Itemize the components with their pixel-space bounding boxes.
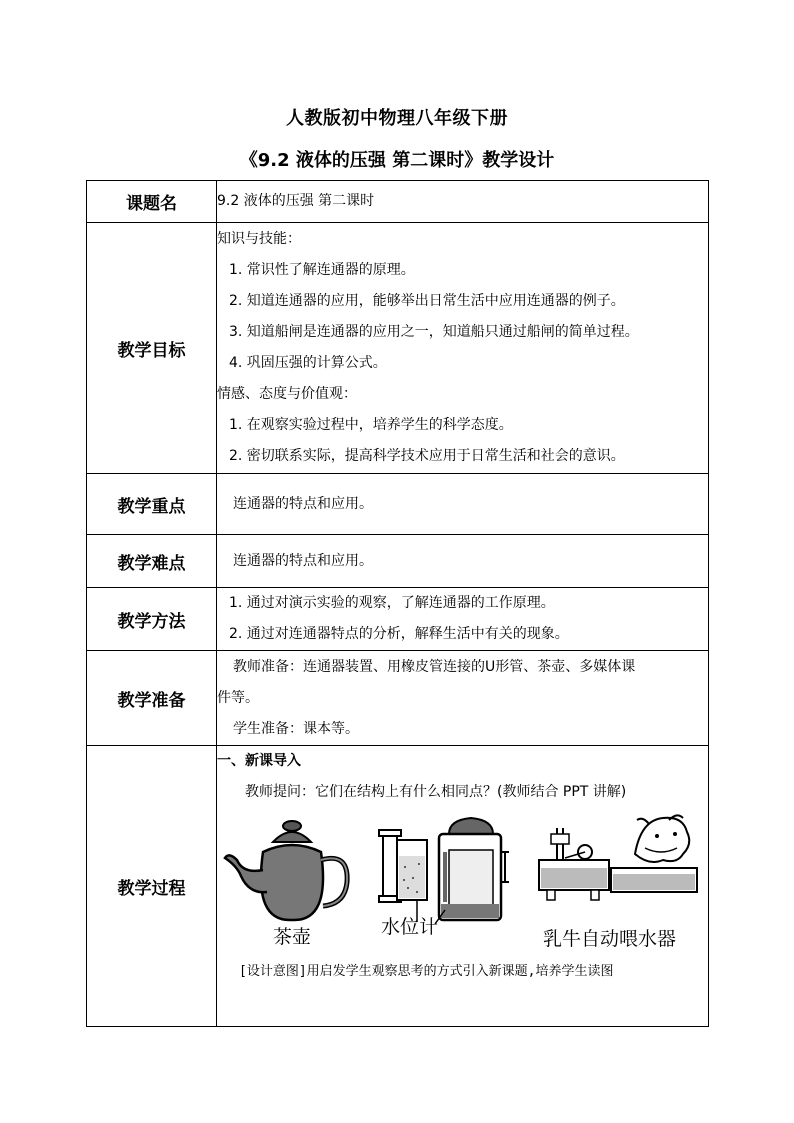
list-item: 2. 密切联系实际，提高科学技术应用于日常生活和社会的意识。 (229, 448, 625, 464)
preparation-content (217, 651, 709, 746)
caption-water-gauge: 水位计 (381, 916, 439, 938)
document-subtitle: 《9.2 液体的压强 第二课时》教学设计 (239, 150, 555, 171)
label-topic: 课题名 (87, 181, 217, 223)
knowledge-heading: 知识与技能： (217, 231, 301, 247)
attitude-heading: 情感、态度与价值观： (217, 386, 357, 402)
row-key-points (87, 474, 709, 535)
value-difficulties: 连通器的特点和应用。 (217, 535, 709, 588)
row-process (87, 746, 709, 1027)
row-methods (87, 588, 709, 651)
list-item: 1. 常识性了解连通器的原理。 (229, 262, 415, 278)
teacher-question: 教师提问：它们在结构上有什么相同点？(教师结合 PPT 讲解) (245, 784, 627, 800)
label-objectives: 教学目标 (87, 223, 217, 474)
value-key-points: 连通器的特点和应用。 (217, 474, 709, 535)
caption-cattle-waterer: 乳牛自动喂水器 (543, 928, 677, 950)
water-gauge-icon (377, 812, 512, 927)
connector-figures (217, 812, 708, 957)
teacher-prep: 教师准备：连通器装置、用橡皮管连接的U形管、茶壶、多媒体课 (233, 658, 636, 675)
row-preparation (87, 651, 709, 746)
row-topic (87, 181, 709, 223)
label-key-points: 教学重点 (87, 474, 217, 535)
list-item: 2. 知道连通器的应用，能够举出日常生活中应用连通器的例子。 (229, 293, 625, 309)
label-preparation: 教学准备 (87, 651, 217, 746)
label-process: 教学过程 (87, 746, 217, 1027)
student-prep: 学生准备：课本等。 (233, 720, 359, 737)
design-intent-note: [设计意图]用启发学生观察思考的方式引入新课题,培养学生读图 (239, 964, 614, 979)
process-content (217, 746, 709, 1027)
label-difficulties: 教学难点 (87, 535, 217, 588)
list-item: 2. 通过对连通器特点的分析，解释生活中有关的现象。 (229, 626, 569, 642)
objectives-content (217, 223, 709, 474)
list-item: 3. 知道船闸是连通器的应用之一，知道船只通过船闸的简单过程。 (229, 324, 639, 340)
label-methods: 教学方法 (87, 588, 217, 651)
methods-content (217, 588, 709, 651)
document-title: 人教版初中物理八年级下册 (286, 108, 508, 129)
caption-teapot: 茶壶 (273, 926, 312, 948)
list-item: 1. 通过对演示实验的观察，了解连通器的工作原理。 (229, 595, 555, 611)
section-title: 一、新课导入 (217, 753, 301, 769)
row-difficulties (87, 535, 709, 588)
lesson-plan-table (86, 180, 709, 1027)
value-topic: 9.2 液体的压强 第二课时 (217, 181, 709, 223)
cattle-waterer-icon (537, 814, 702, 914)
list-item: 1. 在观察实验过程中，培养学生的科学态度。 (229, 417, 513, 433)
teapot-icon (223, 812, 353, 927)
row-objectives (87, 223, 709, 474)
teacher-prep-cont: 件等。 (217, 689, 259, 706)
list-item: 4. 巩固压强的计算公式。 (229, 355, 387, 371)
